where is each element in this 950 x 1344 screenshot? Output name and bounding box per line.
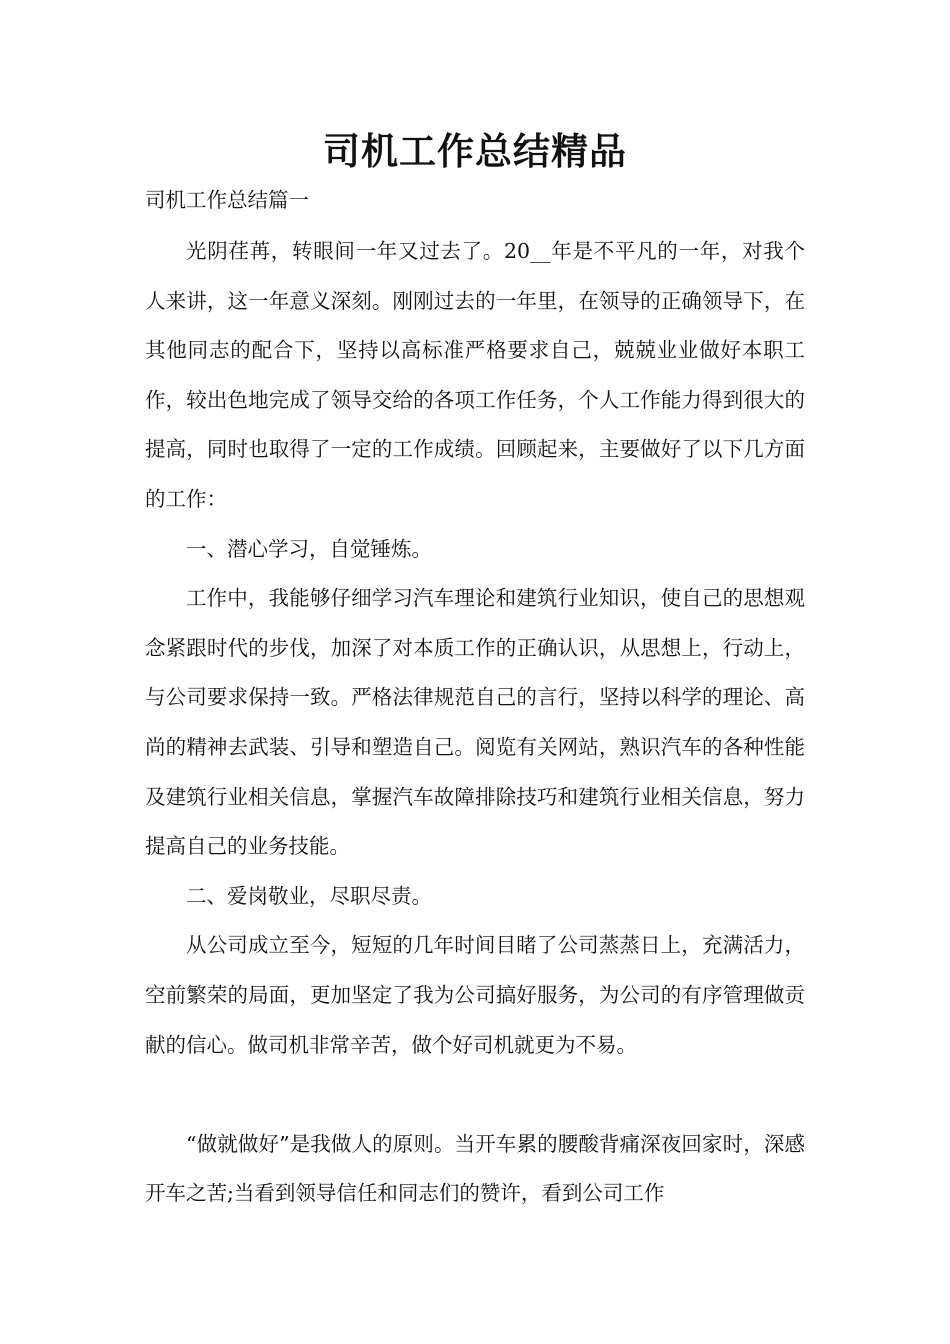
heading-dedication: 二、爱岗敬业，尽职尽责。 (186, 883, 432, 908)
paragraph-dedication: 从公司成立至今，短短的几年时间目睹了公司蒸蒸日上，充满活力，空前繁荣的局面，更加坚定了我为公司搞好服务，为公司的有序管理做贡献的信心。做司机非常辛苦，做个好司机就更为不易。 (145, 933, 805, 1057)
document-title: 司机工作总结精品 (323, 130, 627, 173)
section-subtitle: 司机工作总结篇一 (145, 188, 309, 212)
paragraph-study: 工作中，我能够仔细学习汽车理论和建筑行业知识，使自己的思想观念紧跟时代的步伐，加深了对本质工作的正确认识，从思想上，行动上，与公司要求保持一致。严格法律规范自己的言行，坚持以科学的理论、高尚的精神去武装、引导和塑造自己。阅览有关网站，熟识汽车的各种性能及建筑行业相关信息，掌握汽车故障排除技巧和建筑行业相关信息，努力提高自己的业务技能。 (145, 586, 805, 859)
blank-line (145, 1070, 805, 1120)
paragraph-principle: “做就做好”是我做人的原则。当开车累的腰酸背痛深夜回家时，深感开车之苦;当看到领导信任和同志们的赞许，看到公司工作 (145, 1131, 805, 1206)
paragraph-intro: 光阴荏苒，转眼间一年又过去了。20__年是不平凡的一年，对我个人来讲，这一年意义深刻。刚刚过去的一年里，在领导的正确领导下，在其他同志的配合下，坚持以高标准严格要求自己，兢兢业业做好本职工作，较出色地完成了领导交给的各项工作任务，个人工作能力得到很大的提高，同时也取得了一定的工作成绩。回顾起来，主要做好了以下几方面的工作： (145, 239, 805, 511)
document-body (145, 180, 805, 1219)
heading-study: 一、潜心学习，自觉锤炼。 (186, 536, 432, 561)
